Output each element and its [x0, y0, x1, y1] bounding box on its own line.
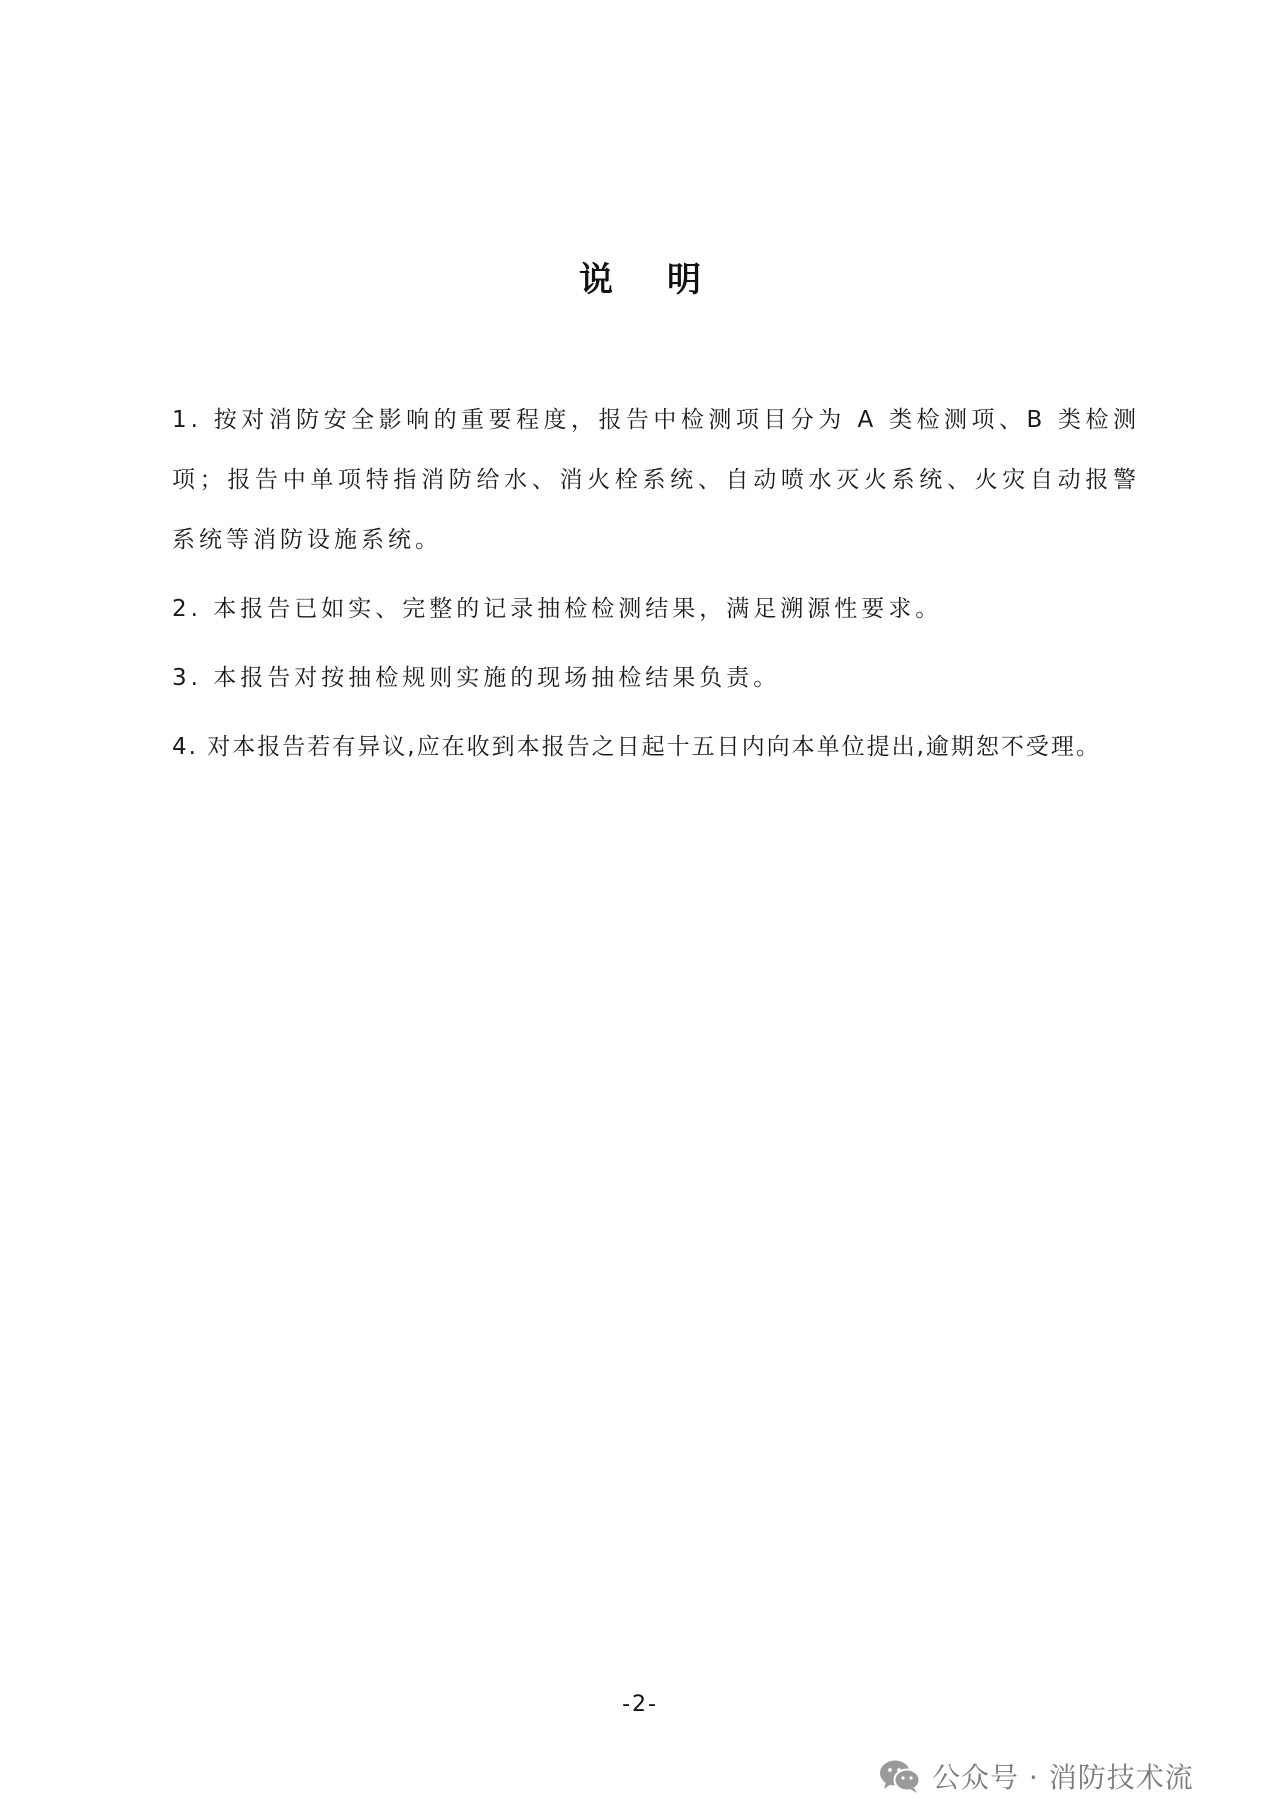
- wechat-icon: [878, 1758, 922, 1794]
- notes-list: [172, 390, 1140, 786]
- title-char-2: 明: [667, 260, 701, 300]
- watermark: [878, 1756, 1194, 1796]
- page-number: -2-: [622, 1692, 658, 1717]
- note-item-1: 1. 按对消防安全影响的重要程度，报告中检测项目分为 A 类检测项、B 类检测项；报告中单项特指消防给水、消火栓系统、自动喷水灭火系统、火灾自动报警系统等消防设施系统。: [172, 407, 1140, 553]
- page-title: [0, 252, 1280, 301]
- watermark-text: 公众号 · 消防技术流: [932, 1761, 1194, 1794]
- note-item-4: 4. 对本报告若有异议,应在收到本报告之日起十五日内向本单位提出,逾期恕不受理。: [172, 734, 1101, 760]
- title-char-1: 说: [579, 260, 613, 300]
- note-item-2: 2. 本报告已如实、完整的记录抽检检测结果，满足溯源性要求。: [172, 596, 943, 622]
- note-item-3: 3. 本报告对按抽检规则实施的现场抽检结果负责。: [172, 665, 781, 691]
